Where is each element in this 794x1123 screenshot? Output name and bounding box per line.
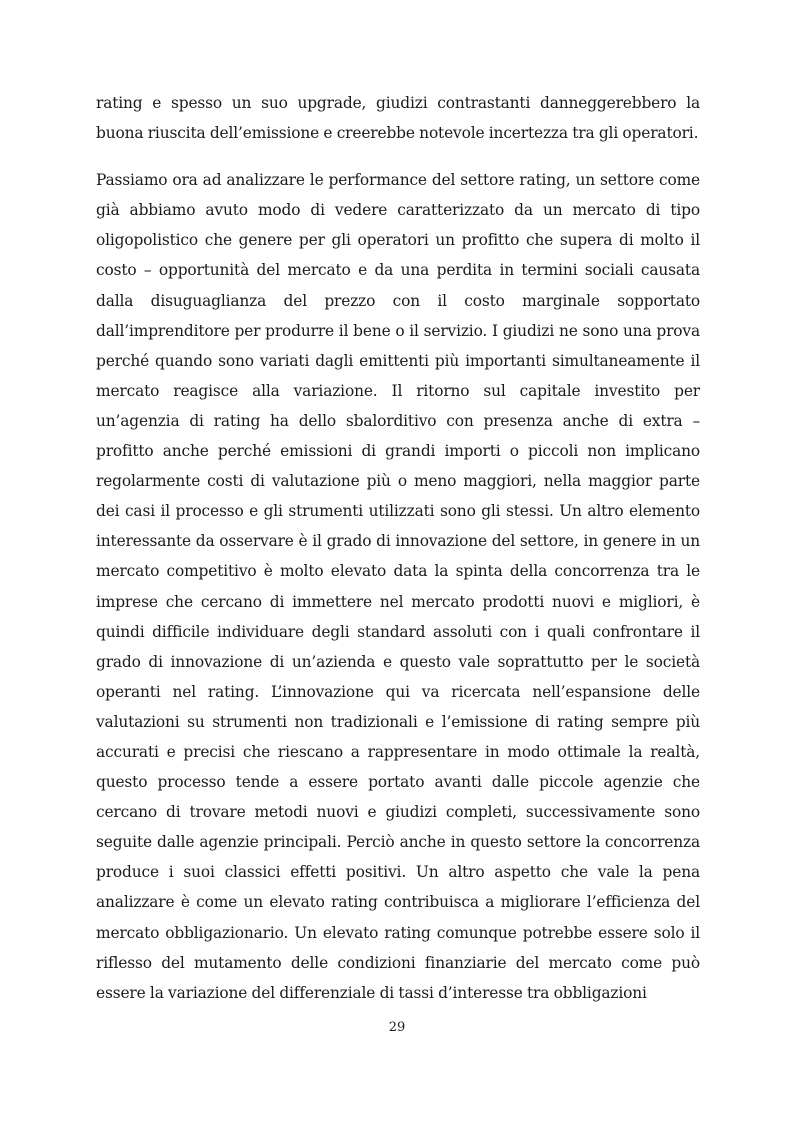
page-number: 29 [388,1020,406,1035]
paragraph-continuation: rating e spesso un suo upgrade, giudizi contrastanti danneggerebbero la buona riuscita dell’emissione e creerebbe notevole incertezza tra gli operatori. [96,94,700,143]
page-body [96,88,700,1008]
paragraph-rating-performance: Passiamo ora ad analizzare le performance del settore rating, un settore come già abbiamo avuto modo di vedere caratterizzato da un mercato di tipo oligopolistico che genere per gli operatori un profitto che supera di molto il costo – opportunità del mercato e da una perdita in termini sociali causata dalla disuguaglianza del prezzo con il costo marginale sopportato dall’imprenditore per produrre il bene o il servizio. I giudizi ne sono una prova perché quando sono variati dagli emittenti più importanti simultaneamente il mercato reagisce alla variazione. Il ritorno sul capitale investito per un’agenzia di rating ha dello sbalorditivo con presenza anche di extra – profitto anche perché emissioni di grandi importi o piccoli non implicano regolarmente costi di valutazione più o meno maggiori, nella maggior parte dei casi il processo e gli strumenti utilizzati sono gli stessi. Un altro elemento interessante da osservare è il grado di innovazione del settore, in genere in un mercato competitivo è molto elevato data la spinta della concorrenza tra le imprese che cercano di immettere nel mercato prodotti nuovi e migliori, è quindi difficile individuare degli standard assoluti con i quali confrontare il grado di innovazione di un’azienda e questo vale soprattutto per le società operanti nel rating. L’innovazione qui va ricercata nell’espansione delle valutazioni su strumenti non tradizionali e l’emissione di rating sempre più accurati e precisi che riescano a rappresentare in modo ottimale la realtà, questo processo tende a essere portato avanti dalle piccole agenzie che cercano di trovare metodi nuovi e giudizi completi, successivamente sono seguite dalle agenzie principali. Perciò anche in questo settore la concorrenza produce i suoi classici effetti positivi. Un altro aspetto che vale la pena analizzare è come un elevato rating contribuisca a migliorare l’efficienza del mercato obbligazionario. Un elevato rating comunque potrebbe essere solo il riflesso del mutamento delle condizioni finanziarie del mercato come può essere la variazione del differenziale di tassi d’interesse tra obbligazioni [96,171,700,1002]
